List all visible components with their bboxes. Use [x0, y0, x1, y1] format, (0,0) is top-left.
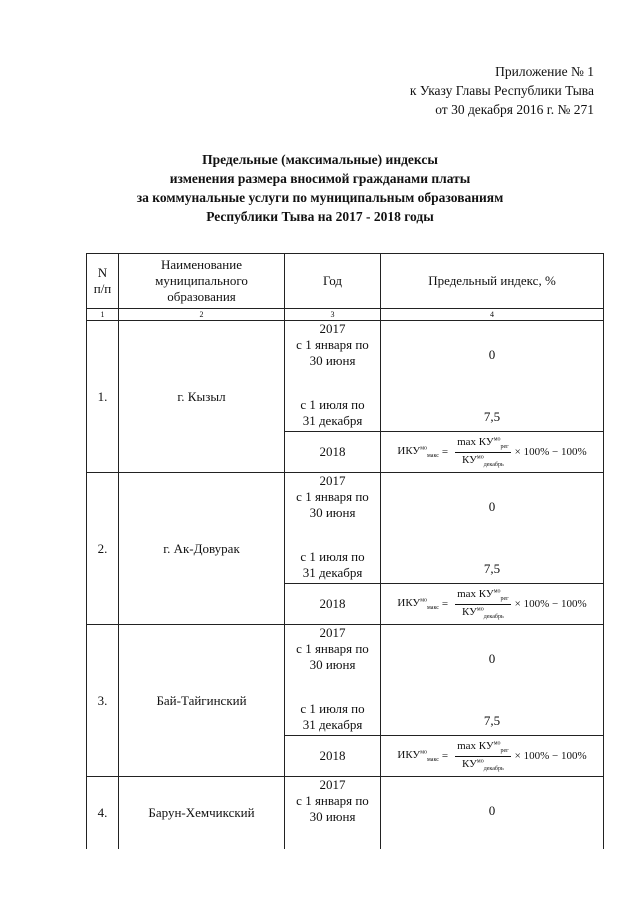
year-2018: 2018 — [285, 584, 381, 625]
table-row — [87, 777, 604, 850]
index-value-cell — [381, 321, 604, 432]
table-header-row — [87, 254, 604, 309]
municipality-name: Барун-Хемчикский — [119, 777, 285, 850]
row-number: 1. — [87, 321, 119, 473]
header-index: Предельный индекс, % — [381, 254, 604, 309]
appendix-line-1: Приложение № 1 — [495, 64, 594, 79]
year-2017: 2017 — [319, 625, 346, 640]
index-value-first: 0 — [488, 651, 496, 666]
formula-cell — [381, 736, 604, 777]
period-first-half: с 1 января по 30 июня — [296, 337, 369, 368]
period-second-half: с 1 июля по 31 декабря — [300, 549, 365, 580]
year-period-cell — [285, 473, 381, 584]
index-formula: $ИКУ^{мо}_{макс}$ = $\frac{\max КУ^{мо}_{рег}}{КУ^{мо}_{декабрь}}$ × 100% − 100% — [397, 436, 587, 468]
title-line-1: Предельные (максимальные) индексы — [202, 152, 438, 167]
col-number: 2 — [119, 309, 285, 321]
row-number: 3. — [87, 625, 119, 777]
year-2017: 2017 — [319, 473, 346, 488]
index-value-second: 7,5 — [483, 409, 501, 424]
year-2017: 2017 — [319, 777, 346, 792]
period-first-half: с 1 января по 30 июня — [296, 641, 369, 672]
year-2018: 2018 — [285, 432, 381, 473]
municipality-name: г. Ак-Довурак — [119, 473, 285, 625]
index-table — [86, 253, 604, 849]
index-value-second: 7,5 — [483, 561, 501, 576]
formula-fraction: $\frac{\max КУ^{мо}_{рег}}{КУ^{мо}_{декабрь}}$ — [457, 436, 509, 468]
col-number: 1 — [87, 309, 119, 321]
title-line-2: изменения размера вносимой гражданами платы — [169, 171, 471, 186]
header-num: N п/п — [87, 254, 119, 309]
index-formula: $ИКУ^{мо}_{макс}$ = $\frac{\max КУ^{мо}_{рег}}{КУ^{мо}_{декабрь}}$ × 100% − 100% — [397, 588, 587, 620]
index-value-cell — [381, 473, 604, 584]
col-number: 4 — [381, 309, 604, 321]
formula-lhs: $ИКУ^{мо}_{макс}$ — [397, 596, 439, 612]
formula-fraction: $\frac{\max КУ^{мо}_{рег}}{КУ^{мо}_{декабрь}}$ — [457, 588, 509, 620]
index-value-cell — [381, 625, 604, 736]
title-line-3: за коммунальные услуги по муниципальным образованиям — [136, 190, 504, 205]
row-number: 4. — [87, 777, 119, 850]
formula-lhs: $ИКУ^{мо}_{макс}$ — [397, 748, 439, 764]
formula-tail: × 100% − 100% — [514, 598, 587, 610]
municipality-name: г. Кызыл — [119, 321, 285, 473]
period-first-half: с 1 января по 30 июня — [296, 793, 369, 824]
index-formula: $ИКУ^{мо}_{макс}$ = $\frac{\max КУ^{мо}_{рег}}{КУ^{мо}_{декабрь}}$ × 100% − 100% — [397, 740, 587, 772]
table-row — [87, 321, 604, 432]
header-name: Наименование муниципального образования — [119, 254, 285, 309]
document-title — [0, 150, 640, 226]
index-value-first: 0 — [488, 803, 496, 818]
index-value-cell — [381, 777, 604, 850]
formula-fraction: $\frac{\max КУ^{мо}_{рег}}{КУ^{мо}_{декабрь}}$ — [457, 740, 509, 772]
year-2017: 2017 — [319, 321, 346, 336]
year-period-cell — [285, 625, 381, 736]
appendix-header — [410, 62, 594, 119]
column-number-row — [87, 309, 604, 321]
appendix-line-3: от 30 декабря 2016 г. № 271 — [435, 102, 594, 117]
year-period-cell — [285, 777, 381, 850]
formula-lhs: $ИКУ^{мо}_{макс}$ — [397, 444, 439, 460]
table-row — [87, 473, 604, 584]
period-second-half: с 1 июля по 31 декабря — [300, 701, 365, 732]
year-2018: 2018 — [285, 736, 381, 777]
header-year: Год — [285, 254, 381, 309]
period-first-half: с 1 января по 30 июня — [296, 489, 369, 520]
municipality-name: Бай-Тайгинский — [119, 625, 285, 777]
index-value-second: 7,5 — [483, 713, 501, 728]
index-value-first: 0 — [488, 499, 496, 514]
row-number: 2. — [87, 473, 119, 625]
year-period-cell — [285, 321, 381, 432]
title-line-4: Республики Тыва на 2017 - 2018 годы — [206, 209, 434, 224]
col-number: 3 — [285, 309, 381, 321]
formula-cell — [381, 432, 604, 473]
formula-tail: × 100% − 100% — [514, 446, 587, 458]
table-row — [87, 625, 604, 736]
formula-tail: × 100% − 100% — [514, 750, 587, 762]
appendix-line-2: к Указу Главы Республики Тыва — [409, 83, 594, 98]
formula-cell — [381, 584, 604, 625]
index-value-first: 0 — [488, 347, 496, 362]
period-second-half: с 1 июля по 31 декабря — [300, 397, 365, 428]
